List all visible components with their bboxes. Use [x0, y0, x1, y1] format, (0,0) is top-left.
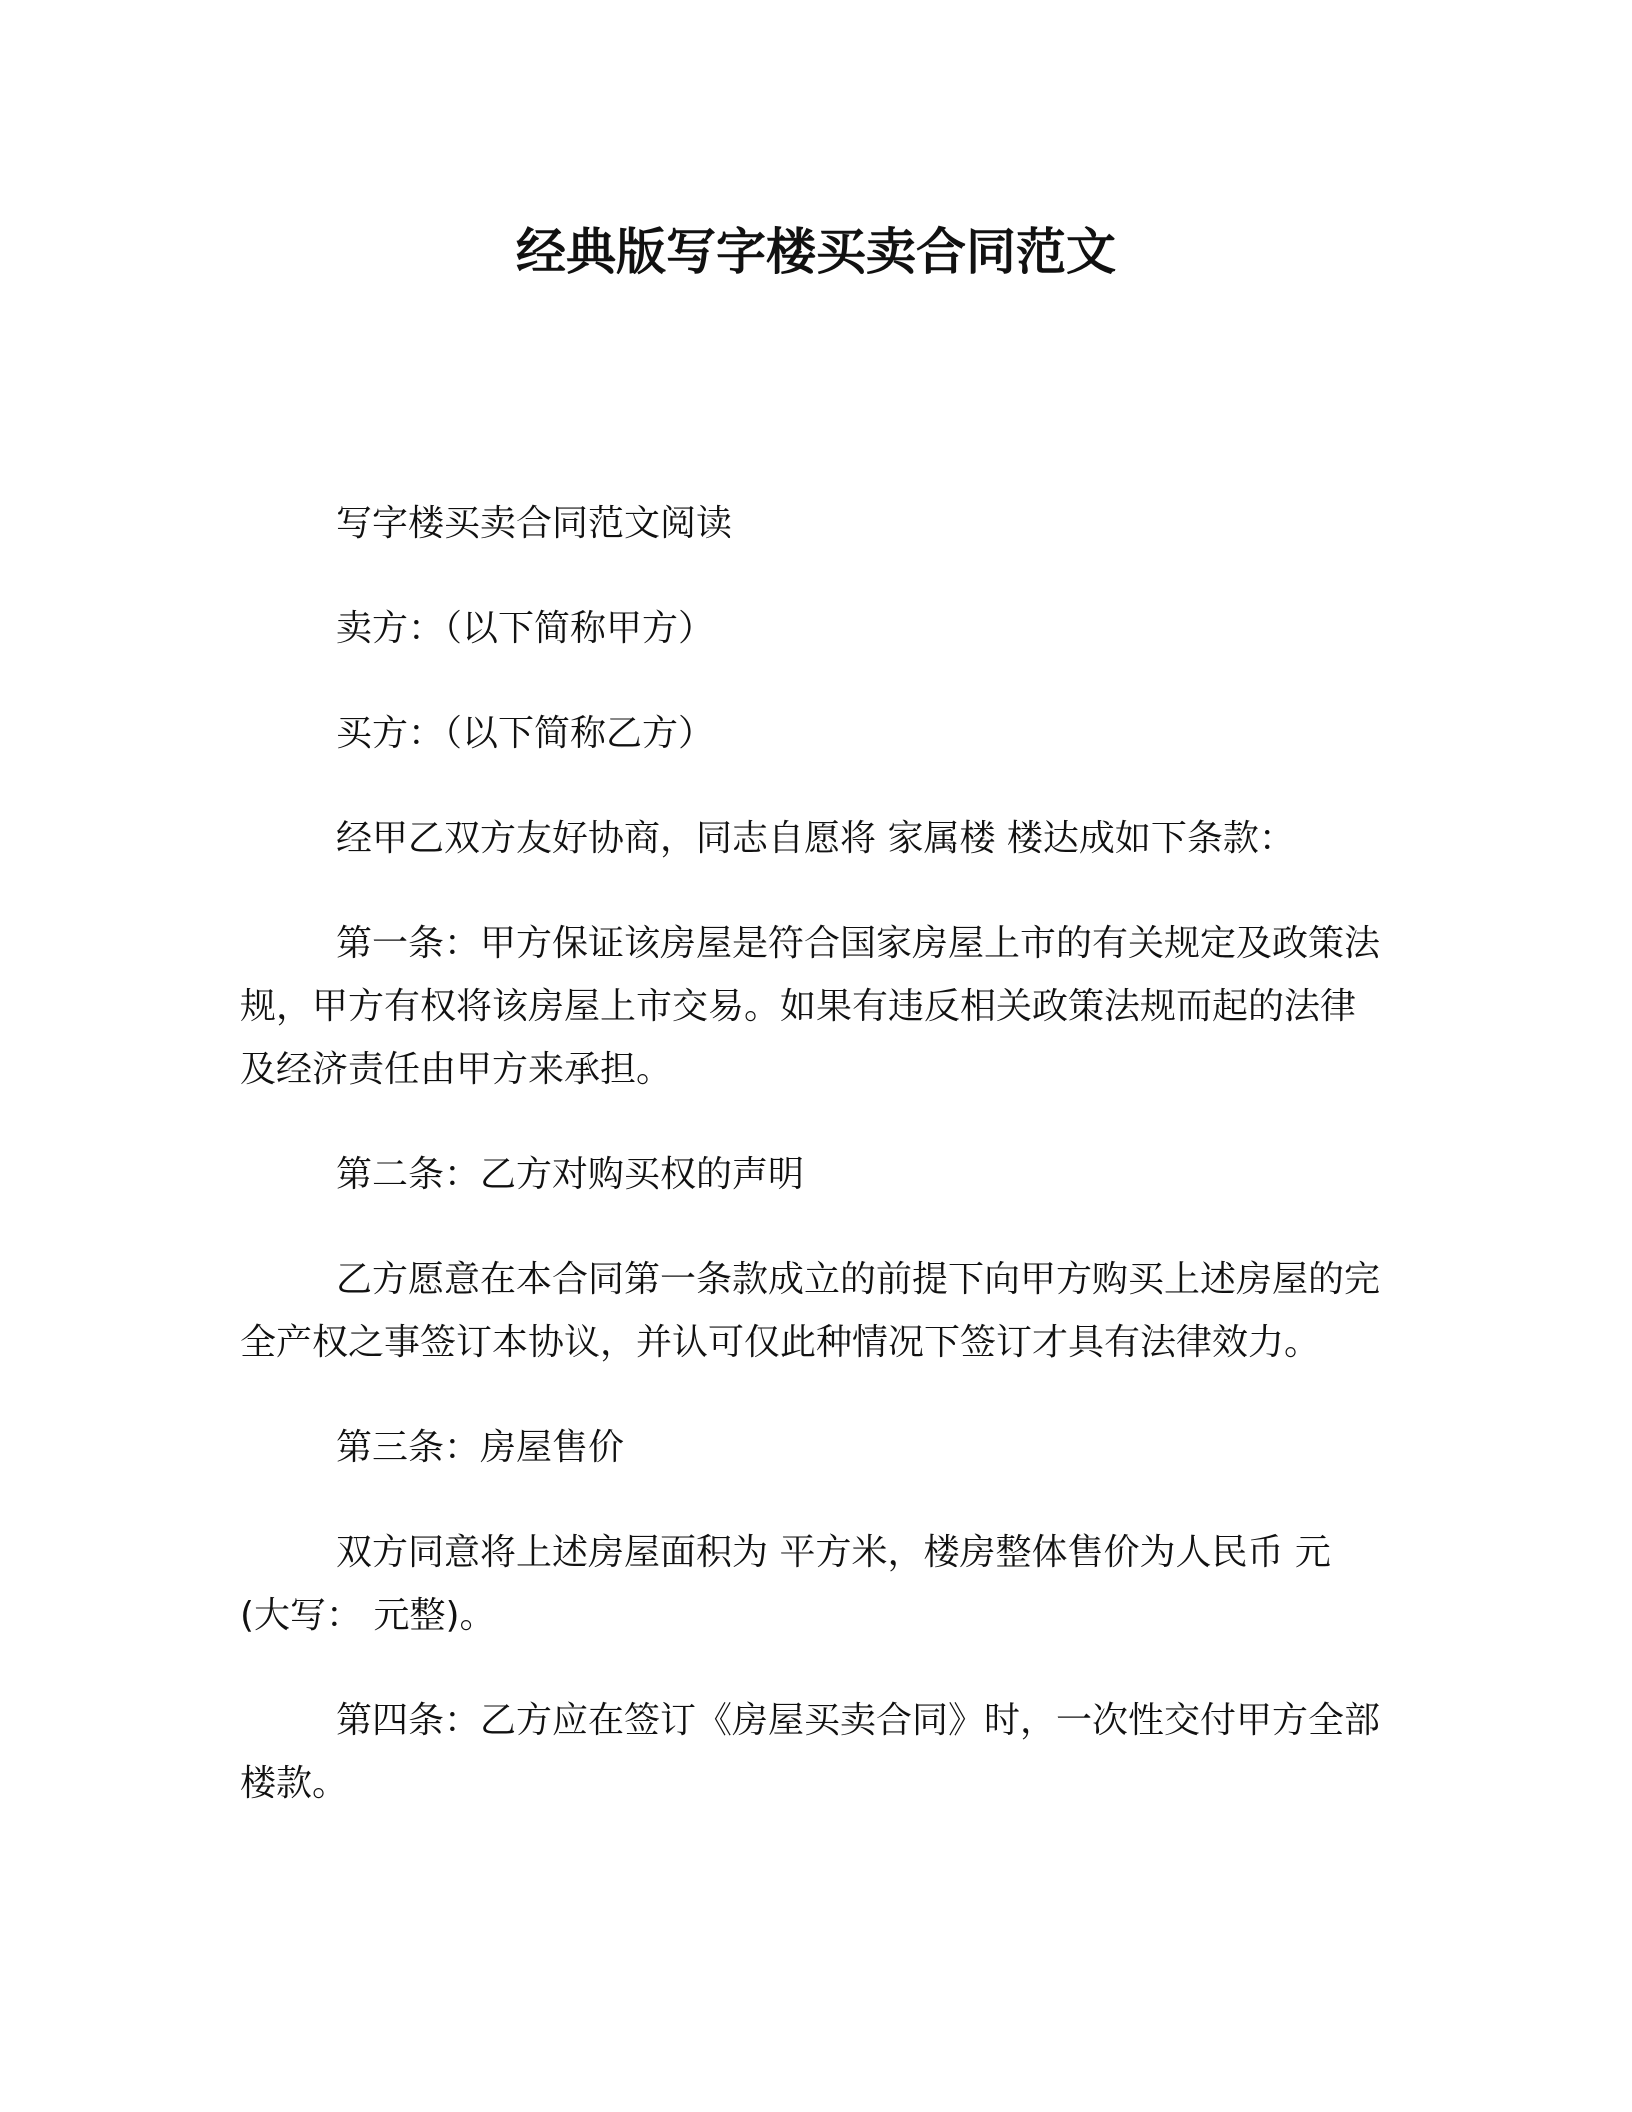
paragraph-seller: 卖方：（以下简称甲方）	[336, 608, 715, 649]
document-body	[240, 492, 1380, 1857]
paragraph-agreement: 经甲乙双方友好协商，同志自愿将 家属楼 楼达成如下条款：	[336, 818, 1295, 859]
paragraph-article-4: 第四条：乙方应在签订《房屋买卖合同》时，一次性交付甲方全部楼款。	[240, 1700, 1381, 1804]
document-title: 经典版写字楼买卖合同范文	[516, 223, 1116, 281]
paragraph-buyer: 买方：（以下简称乙方）	[336, 713, 715, 754]
paragraph-intro: 写字楼买卖合同范文阅读	[336, 503, 733, 544]
paragraph-article-2-body: 乙方愿意在本合同第一条款成立的前提下向甲方购买上述房屋的完全产权之事签订本协议，并认可仅此种情况下签订才具有法律效力。	[240, 1259, 1381, 1363]
paragraph-article-3-body: 双方同意将上述房屋面积为 平方米，楼房整体售价为人民币 元(大写： 元整)。	[240, 1532, 1331, 1636]
paragraph-article-3-heading: 第三条：房屋售价	[336, 1427, 625, 1468]
paragraph-article-1: 第一条：甲方保证该房屋是符合国家房屋上市的有关规定及政策法规，甲方有权将该房屋上市交易。如果有违反相关政策法规而起的法律及经济责任由甲方来承担。	[240, 923, 1381, 1090]
paragraph-article-2-heading: 第二条：乙方对购买权的声明	[336, 1154, 805, 1195]
